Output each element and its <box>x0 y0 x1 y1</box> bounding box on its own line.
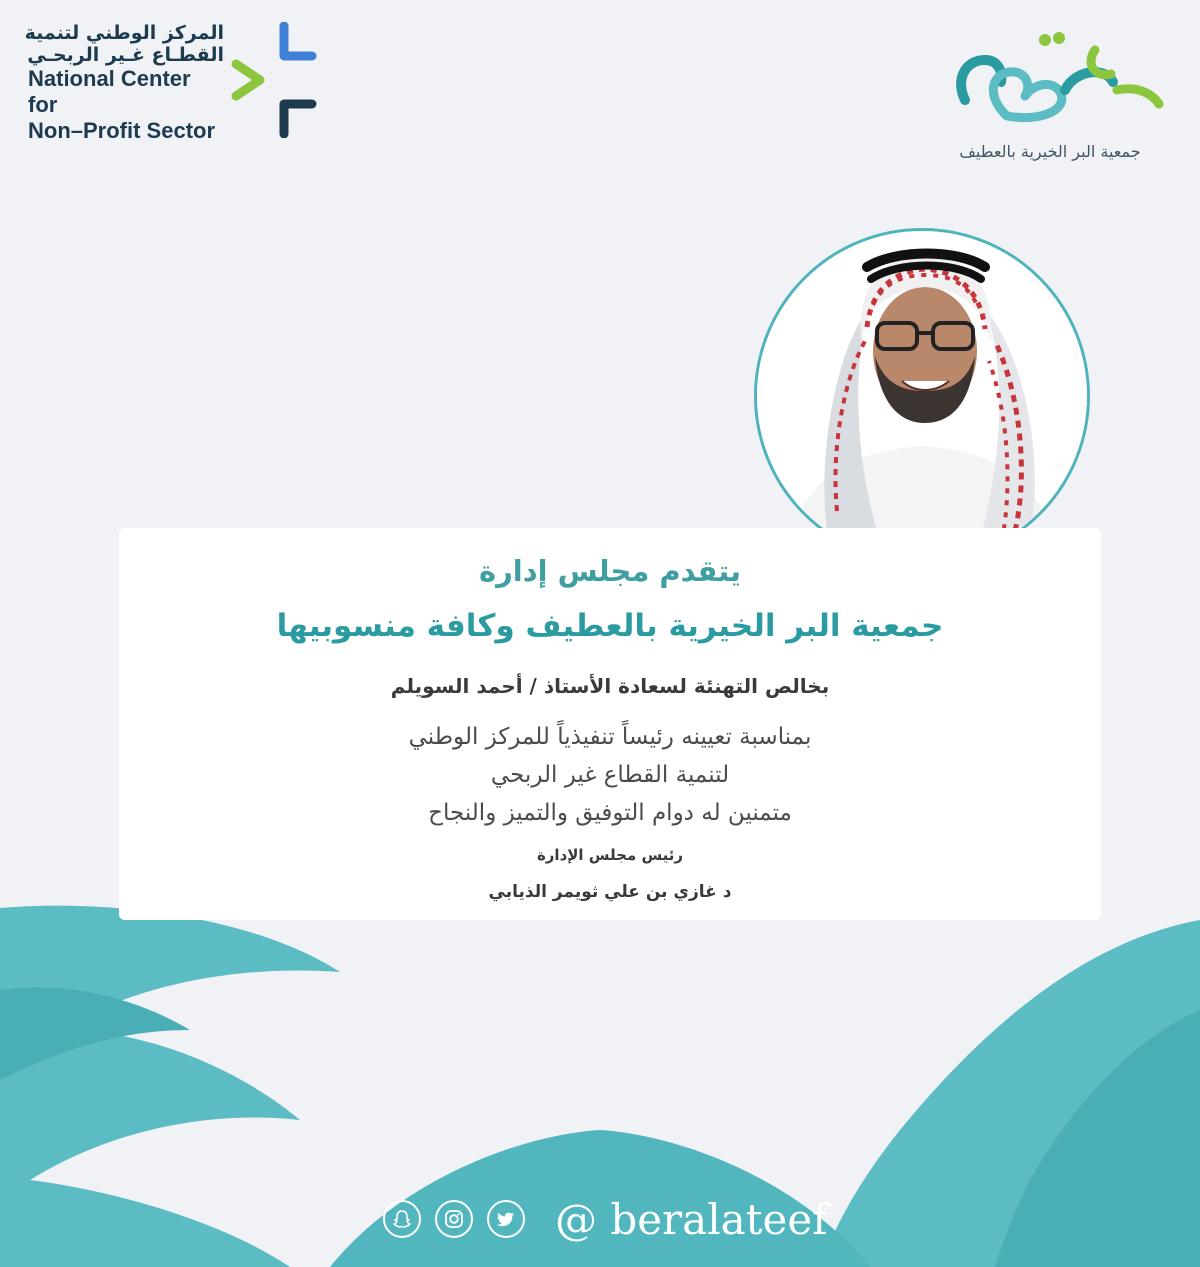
instagram-icon[interactable] <box>435 1200 473 1238</box>
message-line-occasion-2: لتنمية القطاع غير الربحي <box>490 762 730 788</box>
signer-name: د غازي بن علي ثويمر الذيابي <box>488 882 732 902</box>
twitter-icon[interactable] <box>487 1200 525 1238</box>
atf-logo <box>930 30 1175 170</box>
portrait-illustration <box>757 231 1087 561</box>
signer-title: رئيس مجلس الإدارة <box>536 846 684 864</box>
ncnp-arabic-line-1: المركز الوطني لتنمية <box>24 22 224 44</box>
social-footer <box>383 1192 843 1248</box>
atf-heart-wordmark-icon <box>945 30 1165 130</box>
message-line-intro: يتقدم مجلس إدارة <box>478 554 742 588</box>
message-line-occasion-1: بمناسبة تعيينه رئيساً تنفيذياً للمركز الوطني <box>408 724 812 750</box>
ncnp-arabic-line-2: القطـاع غـير الربحـي <box>27 44 224 66</box>
portrait-photo <box>754 228 1090 564</box>
social-handle[interactable]: @ beralateef <box>555 1195 828 1244</box>
message-line-organization: جمعية البر الخيرية بالعطيف وكافة منسوبيها <box>276 608 944 644</box>
message-card <box>119 528 1101 920</box>
left-wave <box>0 906 340 1267</box>
message-line-congratulation: بخالص التهنئة لسعادة الأستاذ / أحمد السويلم <box>390 674 830 698</box>
message-line-wishes: متمنين له دوام التوفيق والتميز والنجاح <box>428 800 792 826</box>
ncnp-english-line-1: National Center for <box>28 66 191 117</box>
snapchat-icon[interactable] <box>383 1200 421 1238</box>
ncnp-logo-text <box>24 22 224 144</box>
atf-logo-name: جمعية البر الخيرية بالعطيف <box>959 142 1141 161</box>
ncnp-english-line-2: Non–Profit Sector <box>28 118 216 143</box>
ncnp-arrows-icon <box>226 22 322 138</box>
ncnp-logo <box>24 22 324 142</box>
